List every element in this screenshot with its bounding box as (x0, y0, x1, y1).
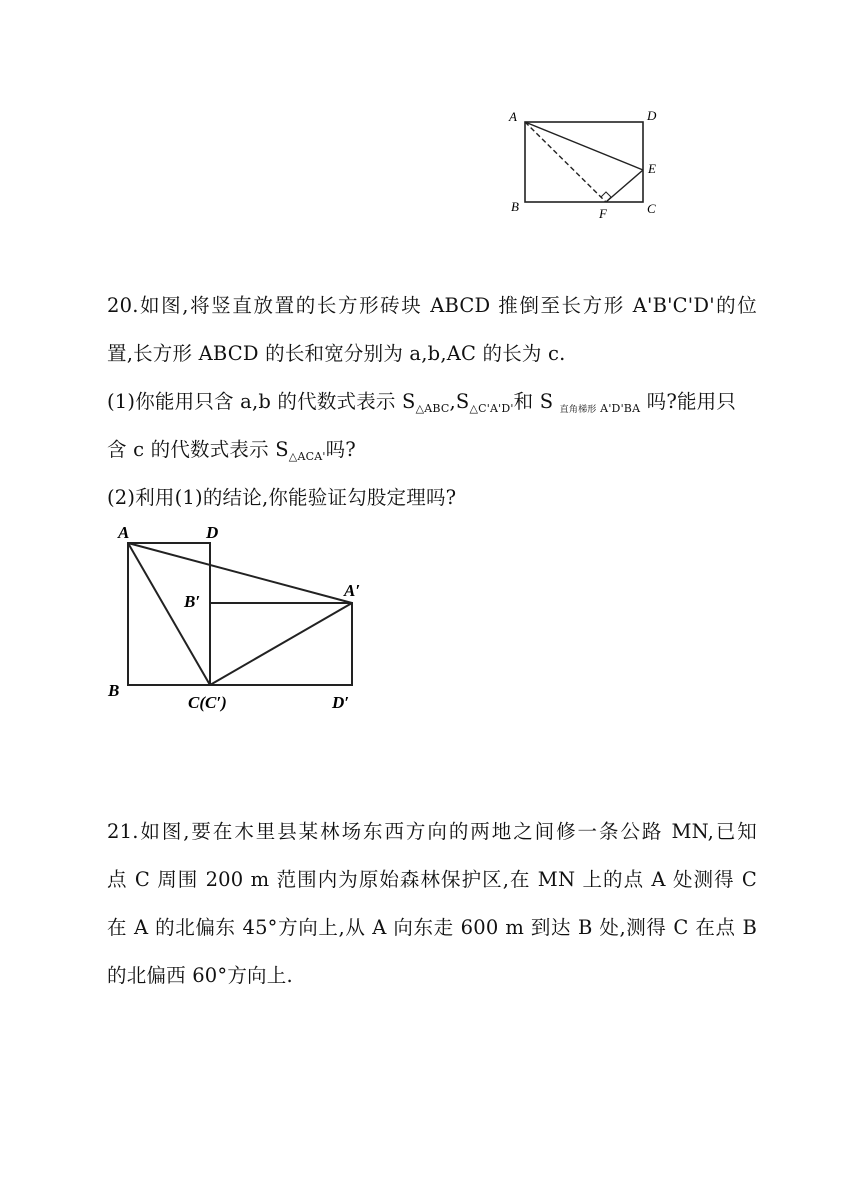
label-a: A (509, 109, 517, 124)
label-a: A (118, 523, 130, 542)
q20-line-3-part-4: 吗?能用只 (640, 390, 737, 413)
q20-subscript-abc: △ABC (415, 402, 450, 415)
label-a-prime: A′ (344, 581, 361, 600)
segment-c-a-prime (210, 603, 352, 685)
q21-line-1: 21.如图,要在木里县某林场东西方向的两地之间修一条公路 MN,已知 (107, 820, 757, 843)
label-b: B (108, 681, 120, 700)
right-angle-mark (601, 192, 611, 202)
q21-line-2: 点 C 周围 200 m 范围内为原始森林保护区,在 MN 上的点 A 处测得 C (107, 868, 757, 891)
q20-line-3-part-3: 和 S (513, 390, 560, 413)
label-d: D (647, 108, 657, 123)
segment-ef (606, 170, 643, 202)
q20-line-1: 20.如图,将竖直放置的长方形砖块 ABCD 推倒至长方形 A'B'C'D'的位 (107, 294, 757, 317)
label-c-c-prime: C(C′) (188, 693, 227, 712)
label-b: B (511, 199, 519, 214)
q20-subscript-cad: △C'A'D' (469, 402, 514, 415)
label-b-prime: B′ (184, 592, 201, 611)
figure-brick-pushed-over (100, 515, 380, 720)
label-e: E (648, 161, 656, 176)
segment-a-a-prime (128, 543, 352, 603)
q20-line-3-part-2: ,S (449, 390, 470, 413)
q21-line-3: 在 A 的北偏东 45°方向上,从 A 向东走 600 m 到达 B 处,测得 C 在点 B (107, 916, 757, 939)
q20-subscript-aca: △ACA' (288, 450, 326, 463)
label-c: C (647, 201, 656, 216)
label-d: D (206, 523, 219, 542)
segment-ae (525, 122, 643, 170)
q20-line-3 (107, 388, 757, 420)
label-f: F (599, 206, 607, 221)
q20-subscript-trapezoid-label: 直角梯形 (559, 405, 597, 415)
q20-line-4 (107, 436, 757, 467)
segment-ac (128, 543, 210, 685)
q20-subscript-trapezoid-vertices: A'D'BA (596, 402, 641, 415)
segment-af-dashed (525, 122, 606, 202)
q20-line-2: 置,长方形 ABCD 的长和宽分别为 a,b,AC 的长为 c. (107, 342, 566, 365)
q21-line-4: 的北偏西 60°方向上. (107, 964, 293, 987)
label-d-prime: D′ (332, 693, 350, 712)
q20-line-5: (2)利用(1)的结论,你能验证勾股定理吗? (107, 486, 457, 509)
rectangle-abcd (525, 122, 643, 202)
figure-rectangle-abcd-ef (500, 100, 670, 230)
q20-line-3-part-1: (1)你能用只含 a,b 的代数式表示 S (107, 390, 416, 413)
q20-line-4-part-2: 吗? (325, 438, 356, 461)
q20-line-4-part-1: 含 c 的代数式表示 S (107, 438, 289, 461)
